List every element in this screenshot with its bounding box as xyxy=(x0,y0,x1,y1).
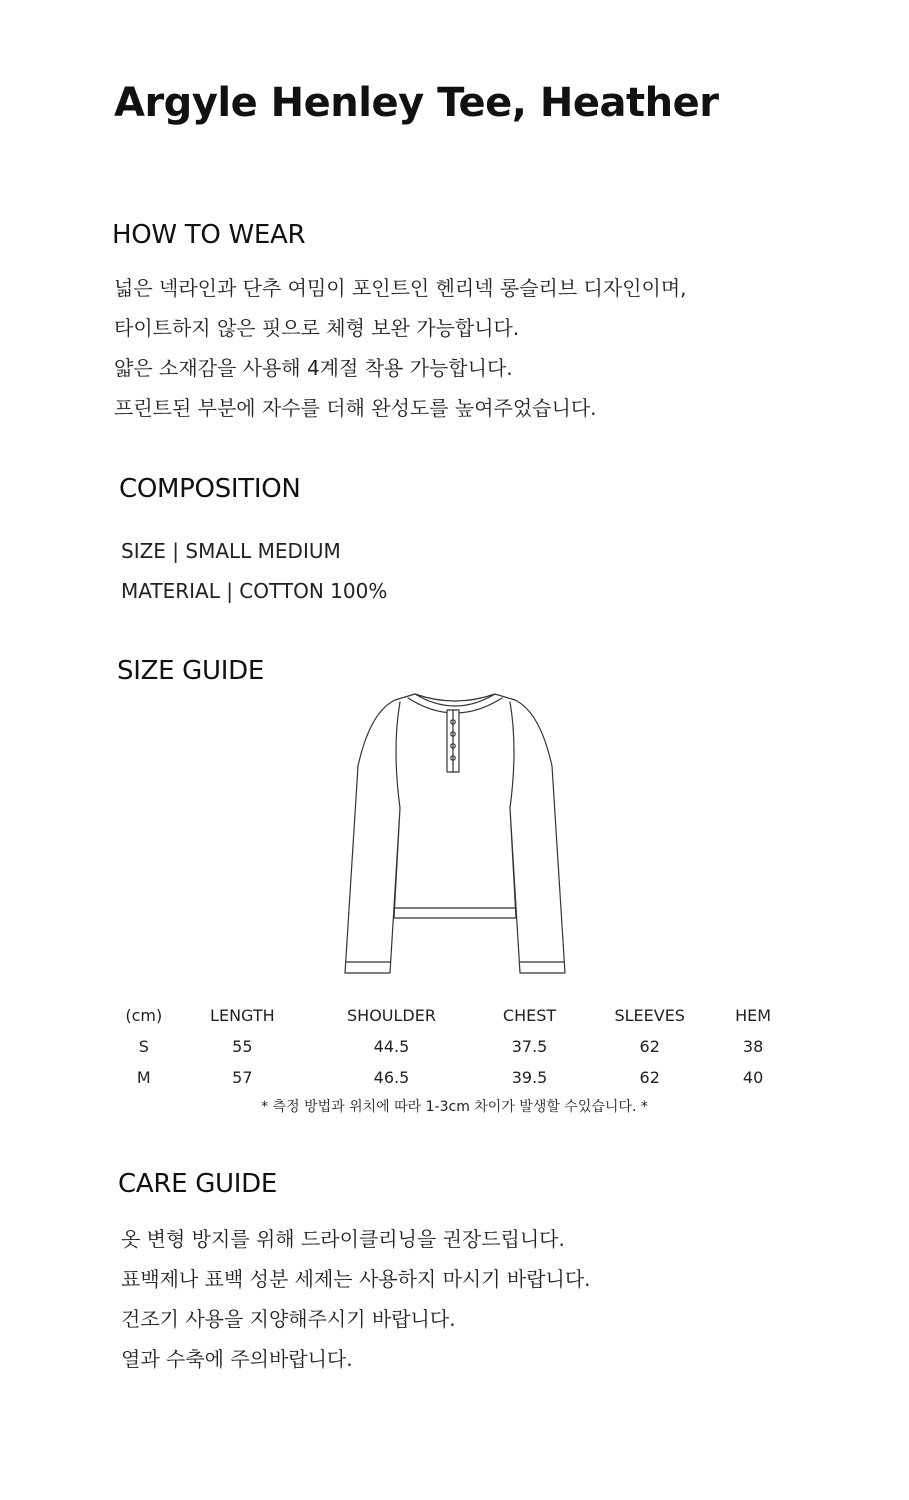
care-guide-line: 열과 수축에 주의바랍니다. xyxy=(121,1347,353,1371)
size-table-cell: 62 xyxy=(639,1037,660,1056)
size-table-header: SLEEVES xyxy=(614,1006,685,1025)
size-table-header: (cm) xyxy=(125,1006,163,1025)
product-title: Argyle Henley Tee, Heather xyxy=(114,80,719,126)
how-to-wear-line: 얇은 소재감을 사용해 4계절 착용 가능합니다. xyxy=(114,356,513,380)
care-guide-line: 옷 변형 방지를 위해 드라이클리닝을 권장드립니다. xyxy=(121,1227,565,1251)
how-to-wear-text xyxy=(114,268,687,428)
care-guide-heading: CARE GUIDE xyxy=(118,1169,277,1199)
care-guide-line: 건조기 사용을 지양해주시기 바랍니다. xyxy=(121,1307,456,1331)
how-to-wear-line: 넓은 넥라인과 단추 여밈이 포인트인 헨리넥 롱슬리브 디자인이며, xyxy=(114,276,687,300)
size-table-cell: 40 xyxy=(742,1068,764,1087)
henley-longsleeve-flat-sketch-icon xyxy=(330,688,580,978)
size-table-cell: 57 xyxy=(232,1068,253,1087)
table-row xyxy=(108,1062,788,1093)
how-to-wear-heading: HOW TO WEAR xyxy=(112,220,306,250)
measurement-note: * 측정 방법과 위치에 따라 1-3cm 차이가 발생할 수있습니다. * xyxy=(261,1099,648,1115)
size-guide-heading: SIZE GUIDE xyxy=(117,656,264,686)
size-table-header: LENGTH xyxy=(210,1006,275,1025)
composition-text xyxy=(121,531,387,611)
size-table-cell: 44.5 xyxy=(373,1037,410,1056)
how-to-wear-line: 타이트하지 않은 핏으로 체형 보완 가능합니다. xyxy=(114,316,520,340)
size-table-cell: 38 xyxy=(742,1037,764,1056)
size-table-cell: M xyxy=(136,1068,151,1087)
size-table-cell: 46.5 xyxy=(373,1068,410,1087)
size-table-cell: 37.5 xyxy=(511,1037,548,1056)
size-table xyxy=(108,1000,788,1093)
how-to-wear-line: 프린트된 부분에 자수를 더해 완성도를 높여주었습니다. xyxy=(114,396,597,420)
size-table-header: SHOULDER xyxy=(347,1006,436,1025)
size-table-cell: 39.5 xyxy=(511,1068,548,1087)
size-table-header: HEM xyxy=(735,1006,772,1025)
composition-material: MATERIAL | COTTON 100% xyxy=(121,579,388,603)
size-table-cell: 62 xyxy=(639,1068,660,1087)
size-table-header: CHEST xyxy=(502,1006,557,1025)
table-row xyxy=(108,1031,788,1062)
composition-size: SIZE | SMALL MEDIUM xyxy=(121,539,341,563)
composition-heading: COMPOSITION xyxy=(119,474,301,504)
size-table-cell: 55 xyxy=(232,1037,253,1056)
care-guide-text xyxy=(121,1219,591,1379)
care-guide-line: 표백제나 표백 성분 세제는 사용하지 마시기 바랍니다. xyxy=(121,1267,591,1291)
size-table-header-row xyxy=(108,1000,788,1031)
size-table-cell: S xyxy=(138,1037,149,1056)
